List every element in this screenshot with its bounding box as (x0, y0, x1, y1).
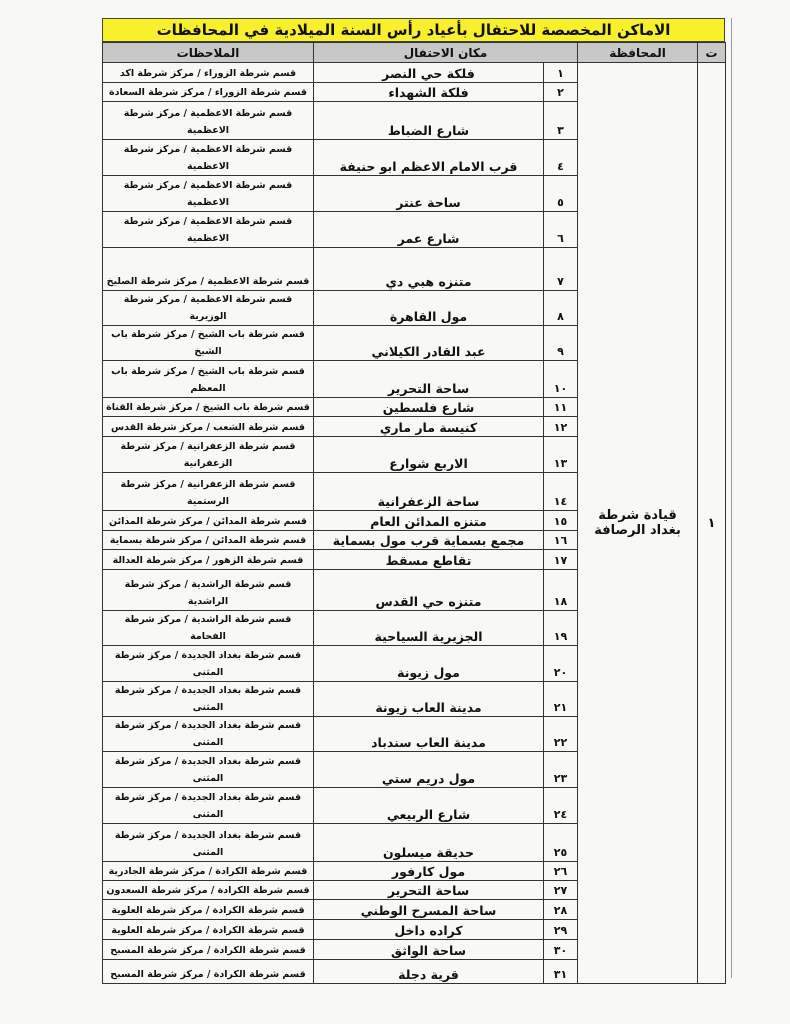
place-cell: قرية دجلة (314, 960, 544, 984)
note-cell: قسم شرطة الاعظمية / مركز شرطة الاعظمية (103, 176, 314, 212)
row-number: ٣١ (544, 960, 578, 984)
row-number: ١٦ (544, 531, 578, 550)
row-number: ١٥ (544, 511, 578, 531)
note-cell: قسم شرطة الكرادة / مركز شرطة الجادرية (103, 862, 314, 881)
note-cell: قسم شرطة بغداد الجديدة / مركز شرطة المثنى (103, 682, 314, 717)
note-cell: قسم شرطة باب الشيخ / مركز شرطة باب الشيخ (103, 326, 314, 361)
row-number: ٣ (544, 102, 578, 140)
place-cell: شارع الضباط (314, 102, 544, 140)
note-cell: قسم شرطة الشعب / مركز شرطة القدس (103, 417, 314, 437)
note-cell: قسم شرطة الزعفرانية / مركز شرطة الرستمية (103, 473, 314, 511)
place-cell: الجزيرية السياحية (314, 611, 544, 646)
place-cell: مول زيونة (314, 646, 544, 682)
place-cell: شارع فلسطين (314, 398, 544, 417)
row-number: ١١ (544, 398, 578, 417)
row-number: ١٧ (544, 550, 578, 570)
place-cell: قرب الامام الاعظم ابو حنيفة (314, 140, 544, 176)
row-number: ٢٨ (544, 900, 578, 920)
note-cell: قسم شرطة الاعظمية / مركز شرطة الاعظمية (103, 212, 314, 248)
place-cell: عبد القادر الكيلاني (314, 326, 544, 361)
note-cell: قسم شرطة باب الشيخ / مركز شرطة باب المعظم (103, 361, 314, 398)
page-edge-line (731, 18, 732, 978)
note-cell: قسم شرطة الراشدية / مركز شرطة الراشدية (103, 570, 314, 611)
note-cell: قسم شرطة الكرادة / مركز شرطة المسبح (103, 960, 314, 984)
row-number: ٢٦ (544, 862, 578, 881)
place-cell: مول كارفور (314, 862, 544, 881)
place-cell: ساحة المسرح الوطني (314, 900, 544, 920)
note-cell: قسم شرطة الاعظمية / مركز شرطة الوزيرية (103, 291, 314, 326)
place-cell: مول القاهرة (314, 291, 544, 326)
note-cell: قسم شرطة الزعفرانية / مركز شرطة الزعفرانية (103, 437, 314, 473)
row-number: ٢٠ (544, 646, 578, 682)
row-number: ٢٣ (544, 752, 578, 788)
row-number: ١٢ (544, 417, 578, 437)
row-number: ٢٤ (544, 788, 578, 824)
place-cell: فلكة حي النصر (314, 63, 544, 83)
place-cell: ساحة التحرير (314, 881, 544, 900)
note-cell: قسم شرطة الراشدية / مركز شرطة الفحامة (103, 611, 314, 646)
note-cell: قسم شرطة الاعظمية / مركز شرطة الصليخ (103, 248, 314, 291)
note-cell: قسم شرطة الكرادة / مركز شرطة العلوية (103, 900, 314, 920)
header-t: ت (698, 43, 726, 63)
row-number: ٢ (544, 83, 578, 102)
note-cell: قسم شرطة الزهور / مركز شرطة العدالة (103, 550, 314, 570)
place-cell: مدينة العاب سندباد (314, 717, 544, 752)
row-number: ٥ (544, 176, 578, 212)
row-number: ٢٢ (544, 717, 578, 752)
row-number: ١ (544, 63, 578, 83)
header-notes: الملاحظات (103, 43, 314, 63)
row-number: ٢٧ (544, 881, 578, 900)
note-cell: قسم شرطة بغداد الجديدة / مركز شرطة المثنى (103, 646, 314, 682)
row-number: ٢٥ (544, 824, 578, 862)
note-cell: قسم شرطة الكرادة / مركز شرطة السعدون (103, 881, 314, 900)
row-number: ٣٠ (544, 940, 578, 960)
note-cell: قسم شرطة بغداد الجديدة / مركز شرطة المثنى (103, 717, 314, 752)
note-cell: قسم شرطة الاعظمية / مركز شرطة الاعظمية (103, 102, 314, 140)
row-number: ٤ (544, 140, 578, 176)
note-cell: قسم شرطة الكرادة / مركز شرطة المسبح (103, 940, 314, 960)
note-cell: قسم شرطة بغداد الجديدة / مركز شرطة المثنى (103, 752, 314, 788)
row-number: ١٠ (544, 361, 578, 398)
document-title: الاماكن المخصصة للاحتفال بأعياد رأس السنة الميلادية في المحافظات (102, 18, 725, 42)
note-cell: قسم شرطة باب الشيخ / مركز شرطة القناة (103, 398, 314, 417)
header-governorate: المحافظة (578, 43, 698, 63)
place-cell: فلكة الشهداء (314, 83, 544, 102)
locations-table (102, 42, 726, 984)
place-cell: متنزه هبي دي (314, 248, 544, 291)
table-row (103, 63, 726, 83)
place-cell: شارع عمر (314, 212, 544, 248)
group-number: ١ (698, 63, 726, 984)
place-cell: مول دريم ستي (314, 752, 544, 788)
note-cell: قسم شرطة الزوراء / مركز شرطة اكد (103, 63, 314, 83)
place-cell: تقاطع مسقط (314, 550, 544, 570)
header-place: مكان الاحتفال (314, 43, 578, 63)
place-cell: ساحة الواثق (314, 940, 544, 960)
governorate-cell: قيادة شرطة بغداد الرصافة (578, 63, 698, 984)
place-cell: شارع الربيعي (314, 788, 544, 824)
note-cell: قسم شرطة الاعظمية / مركز شرطة الاعظمية (103, 140, 314, 176)
place-cell: حديقة ميسلون (314, 824, 544, 862)
place-cell: ساحة عنتر (314, 176, 544, 212)
place-cell: ساحة الزعفرانية (314, 473, 544, 511)
note-cell: قسم شرطة المدائن / مركز شرطة المدائن (103, 511, 314, 531)
note-cell: قسم شرطة الكرادة / مركز شرطة العلوية (103, 920, 314, 940)
row-number: ١٩ (544, 611, 578, 646)
place-cell: كراده داخل (314, 920, 544, 940)
note-cell: قسم شرطة الزوراء / مركز شرطة السعادة (103, 83, 314, 102)
table-header-row (103, 43, 726, 63)
row-number: ٦ (544, 212, 578, 248)
place-cell: متنزه حي القدس (314, 570, 544, 611)
row-number: ١٣ (544, 437, 578, 473)
place-cell: كنيسة مار ماري (314, 417, 544, 437)
place-cell: الاربع شوارع (314, 437, 544, 473)
place-cell: مجمع بسماية قرب مول بسماية (314, 531, 544, 550)
place-cell: متنزه المدائن العام (314, 511, 544, 531)
place-cell: مدينة العاب زيونة (314, 682, 544, 717)
row-number: ١٨ (544, 570, 578, 611)
row-number: ٢٩ (544, 920, 578, 940)
row-number: ٧ (544, 248, 578, 291)
row-number: ٨ (544, 291, 578, 326)
row-number: ٩ (544, 326, 578, 361)
row-number: ١٤ (544, 473, 578, 511)
note-cell: قسم شرطة بغداد الجديدة / مركز شرطة المثنى (103, 788, 314, 824)
note-cell: قسم شرطة المدائن / مركز شرطة بسماية (103, 531, 314, 550)
place-cell: ساحة التحرير (314, 361, 544, 398)
note-cell: قسم شرطة بغداد الجديدة / مركز شرطة المثنى (103, 824, 314, 862)
row-number: ٢١ (544, 682, 578, 717)
